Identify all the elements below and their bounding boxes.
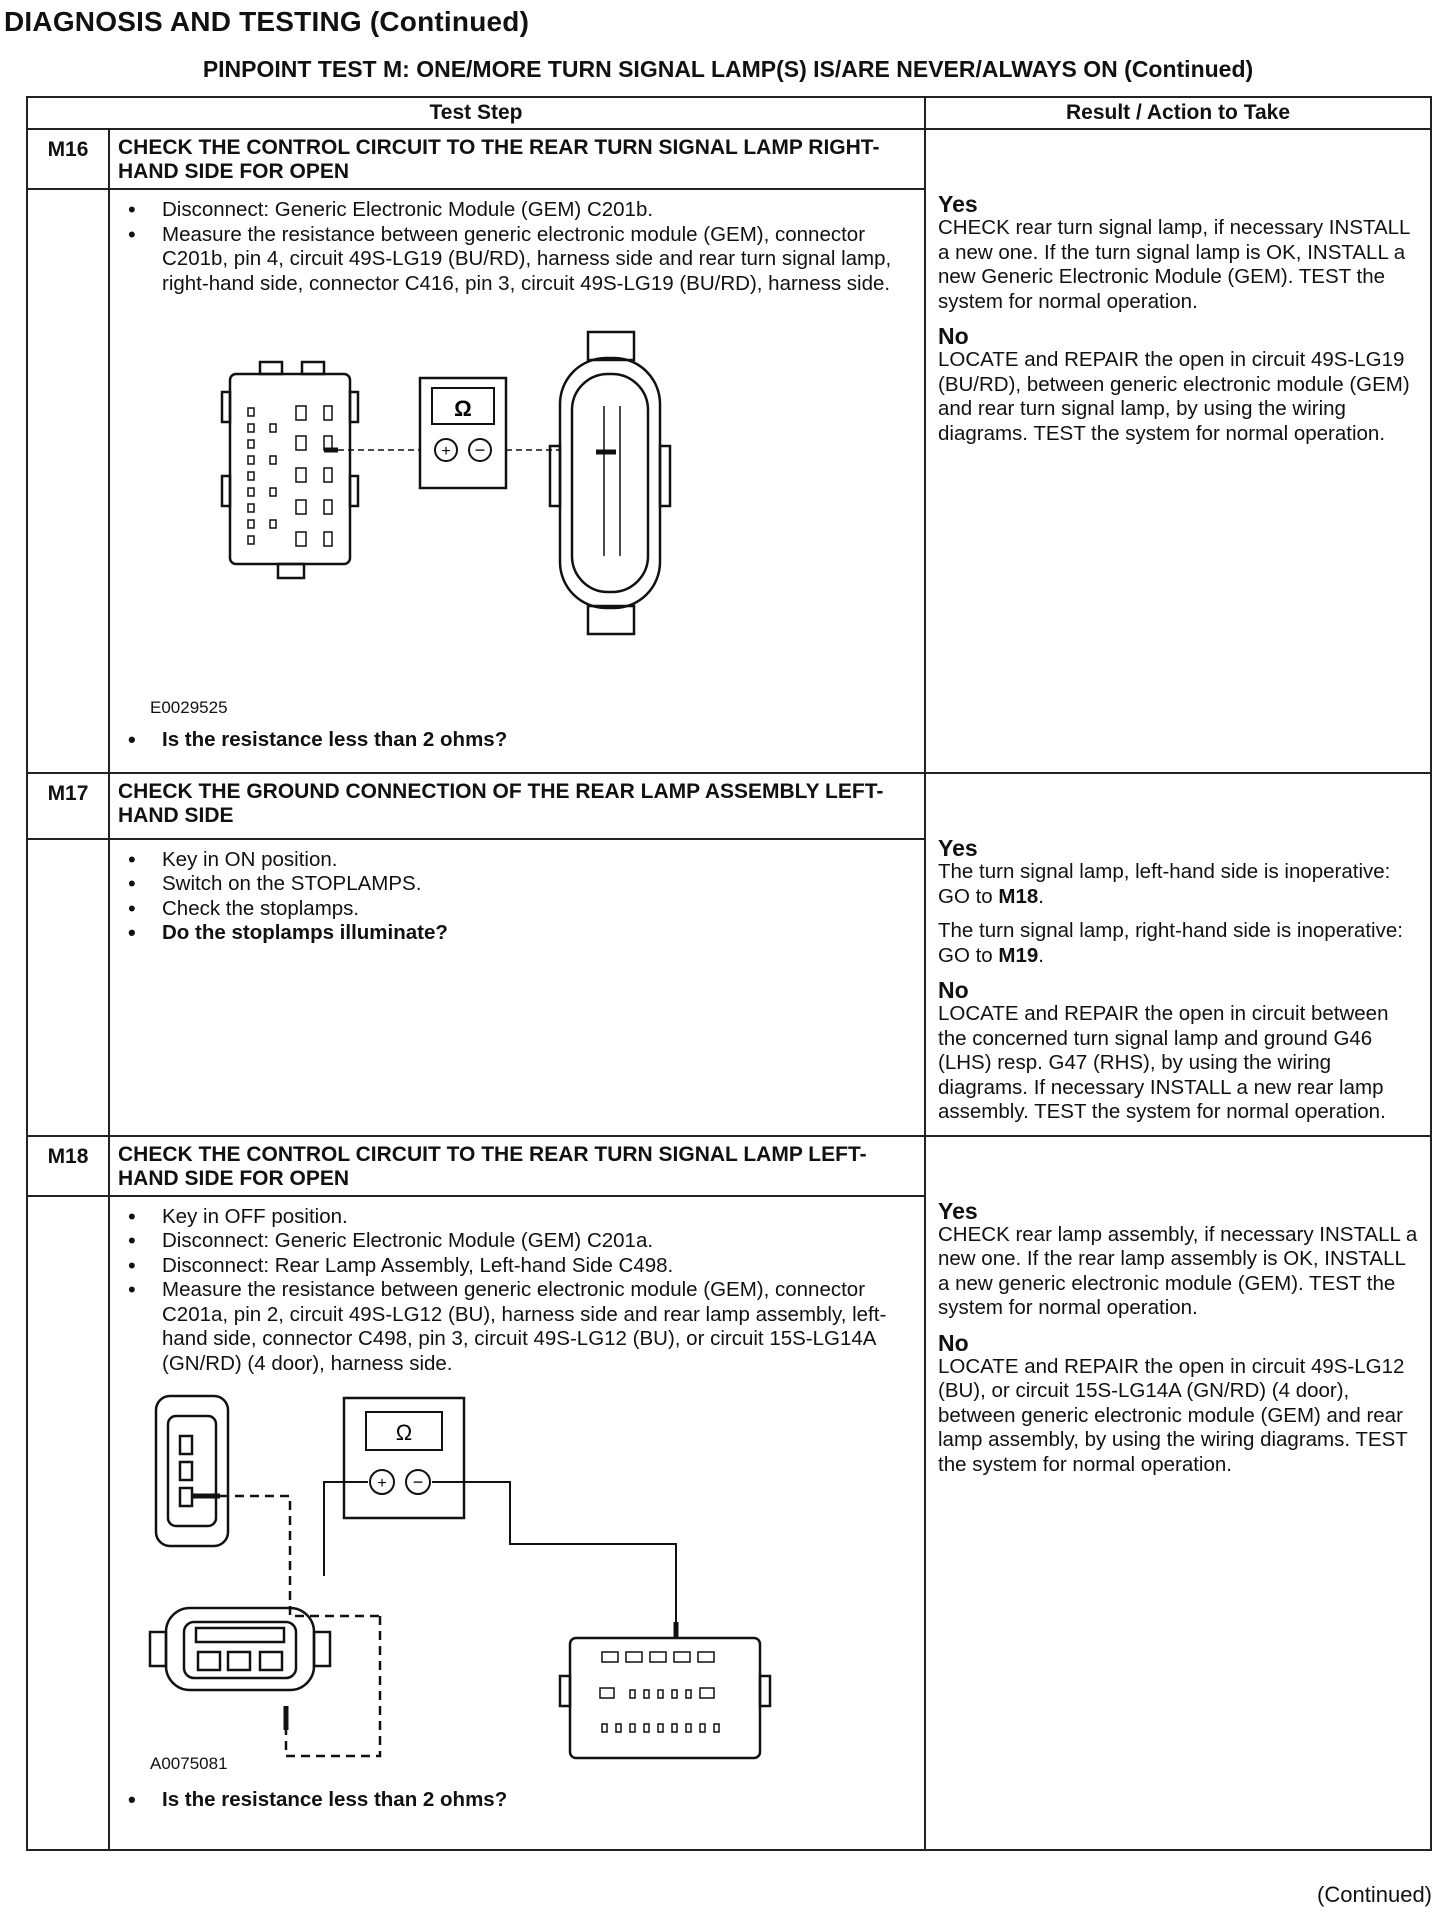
page-title: DIAGNOSIS AND TESTING (Continued) bbox=[4, 6, 530, 37]
ohm-symbol: Ω bbox=[454, 396, 472, 421]
wiring-diagram bbox=[110, 296, 926, 716]
list-item: • Disconnect: Generic Electronic Module (GEM) C201a. bbox=[124, 1229, 914, 1254]
step-question: • Is the resistance less than 2 ohms? bbox=[124, 728, 914, 753]
list-item: • Check the stoplamps. bbox=[124, 897, 914, 922]
list-item: • Measure the resistance between generic electronic module (GEM), connector C201b, pin 4, circuit 49S-LG19 (BU/RD), harness side and rear turn signal lamp, right-hand side, connector C416, pin 3, circuit 49S-LG19 (BU/RD), harness side. bbox=[124, 223, 914, 297]
gem-connector-icon bbox=[222, 362, 358, 578]
no-action: LOCATE and REPAIR the open in circuit between the concerned turn signal lamp and ground G46 (LHS) resp. G47 (RHS), by using the wiring diagrams. If necessary INSTALL a new rear lamp assembly. TEST the system for normal operation. bbox=[938, 1002, 1389, 1123]
col-result: Result / Action to Take bbox=[925, 97, 1431, 129]
lamp-connector-icon bbox=[550, 332, 670, 634]
step-reference[interactable]: M18 bbox=[998, 884, 1039, 908]
wiring-diagram bbox=[110, 1376, 926, 1776]
list-item: • Switch on the STOPLAMPS. bbox=[124, 872, 914, 897]
svg-text:−: − bbox=[412, 1472, 424, 1492]
yes-action-2: The turn signal lamp, right-hand side is inoperative: GO to M19. bbox=[938, 919, 1403, 967]
test-step-table bbox=[26, 96, 1432, 1851]
step-heading-row bbox=[27, 773, 1431, 839]
step-body bbox=[109, 839, 925, 1136]
step-reference[interactable]: M19 bbox=[998, 943, 1039, 967]
list-item: • Key in ON position. bbox=[124, 848, 914, 873]
step-heading-row bbox=[27, 129, 1431, 189]
ohmmeter-icon bbox=[420, 378, 506, 488]
no-label: No bbox=[938, 323, 969, 349]
pinpoint-test-title: PINPOINT TEST M: ONE/MORE TURN SIGNAL LAMP(S) IS/ARE NEVER/ALWAYS ON (Continued) bbox=[202, 56, 1254, 82]
step-question-list bbox=[110, 728, 924, 753]
harness-connector-icon bbox=[150, 1608, 330, 1690]
ohmmeter-icon bbox=[344, 1398, 464, 1518]
svg-text:−: − bbox=[474, 440, 486, 460]
figure-code: E0029525 bbox=[150, 698, 228, 717]
step-instructions bbox=[110, 848, 924, 946]
rear-lamp-connector-icon bbox=[156, 1396, 228, 1546]
step-heading: CHECK THE CONTROL CIRCUIT TO THE REAR TURN SIGNAL LAMP RIGHT-HAND SIDE FOR OPEN bbox=[109, 129, 925, 189]
figure-m18 bbox=[110, 1376, 924, 1776]
result-cell bbox=[925, 1136, 1431, 1850]
step-instructions bbox=[110, 198, 924, 296]
gem-connector-icon bbox=[560, 1638, 770, 1758]
ohm-symbol: Ω bbox=[395, 1420, 413, 1445]
list-item: • Measure the resistance between generic electronic module (GEM), connector C201a, pin 2, circuit 49S-LG12 (BU), harness side and rear lamp assembly, left-hand side, connector C498, pin 3, circuit 49S-LG12 (BU), or circuit 15S-LG14A (GN/RD) (4 door), harness side. bbox=[124, 1278, 914, 1376]
svg-text:+: + bbox=[377, 1475, 387, 1492]
step-heading-row bbox=[27, 1136, 1431, 1196]
no-action: LOCATE and REPAIR the open in circuit 49S-LG12 (BU), or circuit 15S-LG14A (GN/RD) (4 door), between generic electronic module (GEM) and rear lamp assembly, by using the wiring diagrams. TEST the system for normal operation. bbox=[938, 1354, 1408, 1476]
step-id: M16 bbox=[27, 129, 109, 189]
yes-label: Yes bbox=[938, 191, 978, 217]
figure-m16 bbox=[110, 296, 924, 716]
svg-text:+: + bbox=[441, 443, 451, 460]
step-body bbox=[109, 189, 925, 773]
no-label: No bbox=[938, 1329, 969, 1356]
yes-action: CHECK rear turn signal lamp, if necessary INSTALL a new one. If the turn signal lamp is OK, INSTALL a new Generic Electronic Module (GEM). TEST the system for normal operation. bbox=[938, 216, 1410, 313]
yes-action-1: The turn signal lamp, left-hand side is inoperative: GO to M18. bbox=[938, 860, 1391, 908]
list-item: • Disconnect: Generic Electronic Module (GEM) C201b. bbox=[124, 198, 914, 223]
step-heading: CHECK THE CONTROL CIRCUIT TO THE REAR TURN SIGNAL LAMP LEFT-HAND SIDE FOR OPEN bbox=[109, 1136, 925, 1196]
list-item: • Disconnect: Rear Lamp Assembly, Left-hand Side C498. bbox=[124, 1254, 914, 1279]
figure-code: A0075081 bbox=[150, 1754, 228, 1773]
step-id: M18 bbox=[27, 1136, 109, 1196]
yes-action: CHECK rear lamp assembly, if necessary INSTALL a new one. If the rear lamp assembly is OK, INSTALL a new generic electronic module (GEM). TEST the system for normal operation. bbox=[938, 1222, 1418, 1319]
no-label: No bbox=[938, 977, 969, 1003]
result-cell bbox=[925, 129, 1431, 773]
no-action: LOCATE and REPAIR the open in circuit 49S-LG19 (BU/RD), between generic electronic module (GEM) and rear turn signal lamp, by using the wiring diagrams. TEST the system for normal operation. bbox=[938, 348, 1410, 445]
result-cell bbox=[925, 773, 1431, 1136]
continued-label: (Continued) bbox=[1317, 1882, 1432, 1907]
step-id: M17 bbox=[27, 773, 109, 839]
step-question: • Is the resistance less than 2 ohms? bbox=[124, 1788, 914, 1813]
yes-label: Yes bbox=[938, 1197, 978, 1224]
step-heading: CHECK THE GROUND CONNECTION OF THE REAR LAMP ASSEMBLY LEFT-HAND SIDE bbox=[109, 773, 925, 839]
col-test-step: Test Step bbox=[27, 97, 925, 129]
list-item: • Key in OFF position. bbox=[124, 1205, 914, 1230]
step-question: • Do the stoplamps illuminate? bbox=[124, 921, 914, 946]
step-body bbox=[109, 1196, 925, 1850]
step-question-list bbox=[110, 1788, 924, 1813]
table-header-row bbox=[27, 97, 1431, 129]
yes-label: Yes bbox=[938, 835, 978, 861]
step-instructions bbox=[110, 1205, 924, 1377]
